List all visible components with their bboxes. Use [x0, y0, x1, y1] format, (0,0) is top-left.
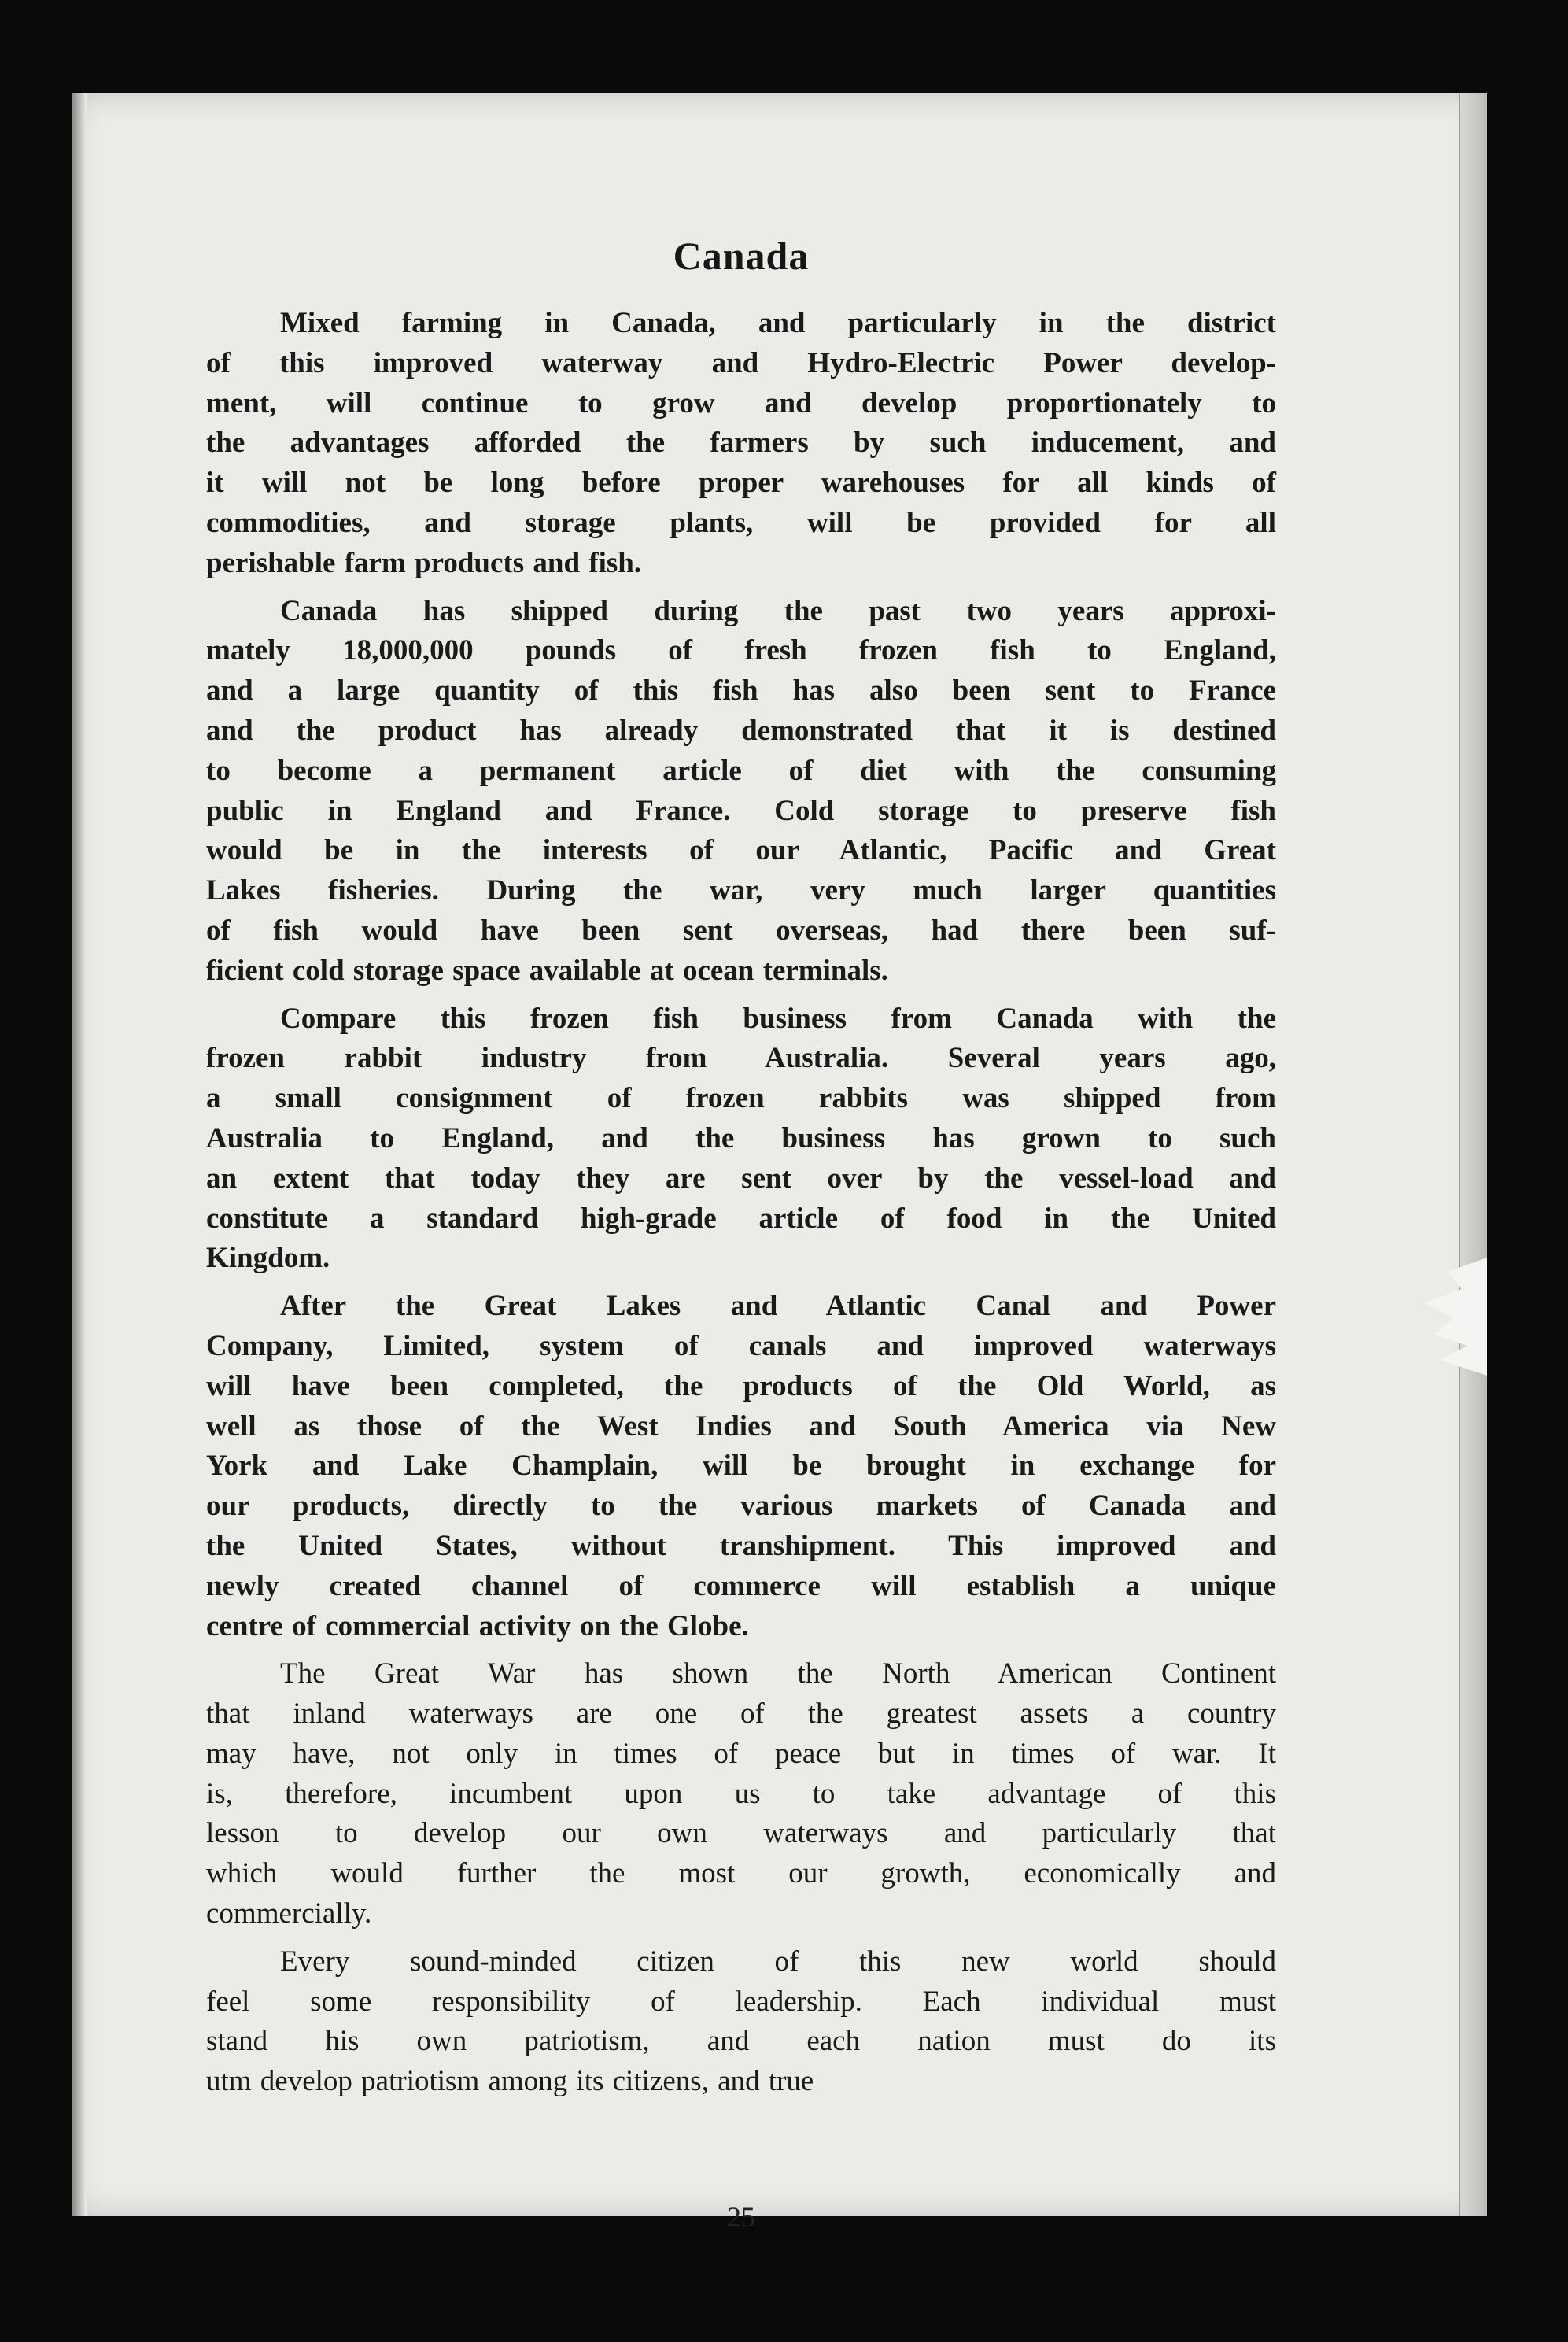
- text-line: commercially.: [206, 1897, 372, 1930]
- paragraph: [206, 999, 1276, 1280]
- text-line: the United States, without transhipment. This improved and: [206, 1529, 1276, 1562]
- text-line: Every sound-minded citizen of this new world should: [280, 1945, 1276, 1978]
- text-line: Company, Limited, system of canals and improved waterways: [206, 1329, 1276, 1362]
- text-line: may have, not only in times of peace but in times of war. It: [206, 1737, 1276, 1770]
- text-line: well as those of the West Indies and South America via New: [206, 1409, 1276, 1443]
- paragraph: [206, 1654, 1276, 1934]
- text-line: mately 18,000,000 pounds of fresh frozen fish to England,: [206, 634, 1276, 667]
- body-text: [206, 304, 1276, 2102]
- page-number: 25: [727, 2201, 755, 2233]
- book-page: [72, 93, 1487, 2233]
- paragraph: [206, 592, 1276, 992]
- paragraph: [206, 1942, 1276, 2102]
- text-line: utm develop patriotism among its citizens, and true: [206, 2065, 814, 2098]
- text-line: our products, directly to the various markets of Canada and: [206, 1490, 1276, 1523]
- text-line: the advantages afforded the farmers by such inducement, and: [206, 427, 1276, 460]
- text-line: would be in the interests of our Atlantic, Pacific and Great: [206, 834, 1276, 867]
- text-line: commodities, and storage plants, will be provided for all: [206, 506, 1276, 539]
- text-line: newly created channel of commerce will establish a unique: [206, 1569, 1276, 1602]
- text-line: of fish would have been sent overseas, had there been suf-: [206, 914, 1276, 947]
- text-line: The Great War has shown the North American Continent: [280, 1657, 1276, 1690]
- gutter-shadow: [72, 93, 87, 2216]
- text-line: Kingdom.: [206, 1242, 330, 1275]
- page-title: Canada: [673, 234, 810, 278]
- text-line: After the Great Lakes and Atlantic Canal and Power: [280, 1290, 1276, 1323]
- text-line: Mixed farming in Canada, and particularly in the district: [280, 307, 1276, 339]
- text-line: will have been completed, the products of the Old World, as: [206, 1369, 1276, 1402]
- paragraph: [206, 1287, 1276, 1646]
- text-line: Compare this frozen fish business from Canada with the: [280, 1002, 1276, 1035]
- torn-edge-mark: [1393, 1258, 1487, 1376]
- text-line: to become a permanent article of diet with the consuming: [206, 754, 1276, 787]
- text-line: stand his own patriotism, and each nation must do its: [206, 2025, 1276, 2058]
- text-line: it will not be long before proper warehouses for all kinds of: [206, 467, 1276, 500]
- text-line: and the product has already demonstrated that it is destined: [206, 714, 1276, 747]
- text-line: constitute a standard high-grade article of food in the United: [206, 1202, 1276, 1235]
- text-line: York and Lake Champlain, will be brought in exchange for: [206, 1450, 1276, 1483]
- text-line: Australia to England, and the business has grown to such: [206, 1121, 1276, 1154]
- text-line: ficient cold storage space available at ocean terminals.: [206, 954, 888, 987]
- text-line: an extent that today they are sent over by the vessel-load and: [206, 1162, 1276, 1195]
- text-line: which would further the most our growth, economically and: [206, 1857, 1276, 1890]
- paragraph: [206, 304, 1276, 584]
- page-edge: [1459, 93, 1487, 2216]
- text-line: frozen rabbit industry from Australia. Several years ago,: [206, 1042, 1276, 1075]
- text-line: is, therefore, incumbent upon us to take advantage of this: [206, 1777, 1276, 1810]
- text-line: Lakes fisheries. During the war, very much larger quantities: [206, 874, 1276, 907]
- text-line: perishable farm products and fish.: [206, 546, 642, 579]
- text-line: ment, will continue to grow and develop proportionately to: [206, 386, 1276, 419]
- text-line: public in England and France. Cold storage to preserve fish: [206, 794, 1276, 827]
- text-line: of this improved waterway and Hydro-Electric Power develop-: [206, 346, 1276, 379]
- text-line: that inland waterways are one of the greatest assets a country: [206, 1697, 1276, 1731]
- text-line: lesson to develop our own waterways and particularly that: [206, 1817, 1276, 1850]
- page-content: [206, 233, 1276, 2233]
- text-line: a small consignment of frozen rabbits was shipped from: [206, 1082, 1276, 1115]
- text-line: and a large quantity of this fish has also been sent to France: [206, 674, 1276, 707]
- text-line: centre of commercial activity on the Globe.: [206, 1609, 749, 1642]
- text-line: Canada has shipped during the past two years approxi-: [280, 594, 1276, 627]
- text-line: feel some responsibility of leadership. Each individual must: [206, 1985, 1276, 2018]
